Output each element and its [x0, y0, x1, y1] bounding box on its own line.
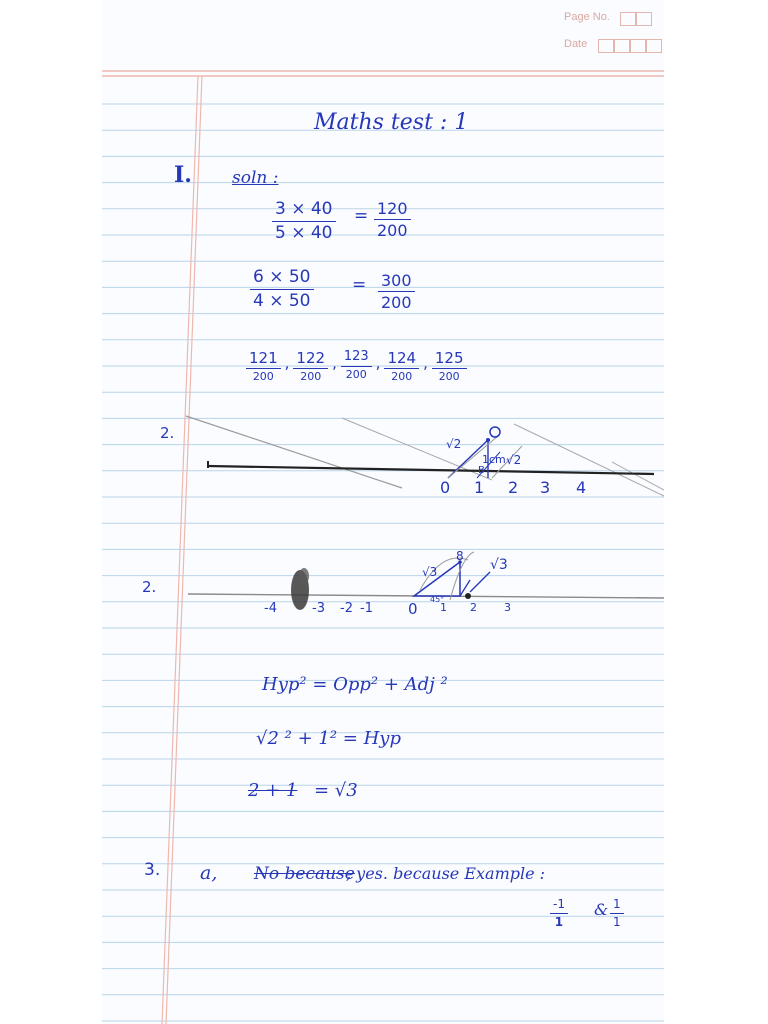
answer-numerator: 125: [432, 350, 467, 369]
tick-label: -2: [340, 601, 353, 616]
answer-denominator: 200: [300, 370, 322, 384]
angle-label: 45°: [430, 595, 445, 604]
fraction-b-result-numerator: 300: [378, 272, 415, 292]
comma: ,: [423, 354, 428, 372]
tick-label: -3: [312, 601, 325, 616]
answer-denominator: 200: [438, 370, 460, 384]
date-label: Date: [564, 38, 588, 50]
tick-label: 3: [504, 601, 511, 614]
work-line-2: √2 ² + 1² = Hyp: [256, 728, 401, 749]
q3-struck-text: No because: [254, 864, 355, 884]
root3-side-label: √3: [422, 565, 438, 579]
tick-label: 0: [440, 478, 451, 497]
fraction-b-equals: =: [352, 275, 367, 295]
answer-numerator: 123: [341, 350, 372, 367]
tick-label: 3: [540, 478, 551, 497]
example-b-denominator: 1: [613, 914, 621, 929]
one-cm-label: 1cm: [482, 453, 506, 466]
point-b-label: B: [478, 465, 485, 476]
page-title: Maths test : 1: [314, 110, 469, 135]
q3-conjunction: &: [594, 900, 609, 919]
answer-denominator: 200: [391, 370, 413, 384]
page-no-label: Page No.: [564, 11, 610, 23]
point-8-label: 8: [456, 549, 464, 563]
fraction-a-result-numerator: 120: [374, 200, 411, 220]
root2-point-label: √2: [506, 453, 522, 467]
tick-label: 2: [470, 601, 477, 614]
q2a-number: 2.: [160, 424, 175, 442]
comma: ,: [332, 354, 337, 372]
fraction-a-result-denominator: 200: [377, 221, 408, 241]
comma: ,: [375, 354, 381, 372]
work-line-3-result: = √3: [314, 780, 358, 801]
tick-label: -4: [264, 601, 277, 616]
q3-part: a,: [200, 862, 218, 884]
comma: ,: [284, 354, 290, 372]
fraction-b-numerator: 6 × 50: [250, 268, 314, 290]
example-b-numerator: 1: [610, 898, 624, 914]
tick-label: 1: [474, 478, 485, 497]
answer-denominator: 200: [252, 370, 274, 384]
root3-point-label: √3: [490, 557, 508, 573]
fraction-b-result-denominator: 200: [381, 293, 412, 313]
q3-answer: , yes. because Example :: [346, 864, 546, 883]
tick-label: -1: [360, 601, 373, 616]
work-line-3-struck: 2 + 1: [248, 780, 298, 801]
fraction-b-denominator: 4 × 50: [253, 290, 311, 311]
answer-numerator: 122: [293, 350, 328, 369]
q1-number: I.: [174, 162, 192, 188]
example-a-numerator: -1: [550, 898, 568, 914]
q2b-tick-labels: [264, 602, 524, 620]
example-a-denominator: 1: [554, 914, 564, 929]
soln-label: soln :: [232, 168, 279, 188]
root2-side-label: √2: [446, 437, 462, 451]
fraction-a-denominator: 5 × 40: [275, 222, 333, 243]
tick-label: 1: [440, 601, 447, 614]
fraction-a-numerator: 3 × 40: [272, 200, 336, 222]
work-line-1: Hyp² = Opp² + Adj ²: [262, 674, 448, 695]
answer-numerator: 124: [384, 350, 419, 369]
q3-example-a: [550, 898, 568, 930]
notebook-page: [102, 0, 664, 1024]
q2b-number: 2.: [142, 578, 157, 596]
answer-numerator: 121: [246, 350, 281, 369]
tick-label: 4: [576, 478, 587, 497]
tick-label: 0: [408, 600, 418, 618]
q3-example-b: [610, 898, 624, 930]
fraction-a-equals: =: [354, 206, 369, 226]
answer-denominator: 200: [345, 367, 367, 381]
q3-number: 3.: [144, 860, 161, 880]
tick-label: 2: [508, 478, 519, 497]
